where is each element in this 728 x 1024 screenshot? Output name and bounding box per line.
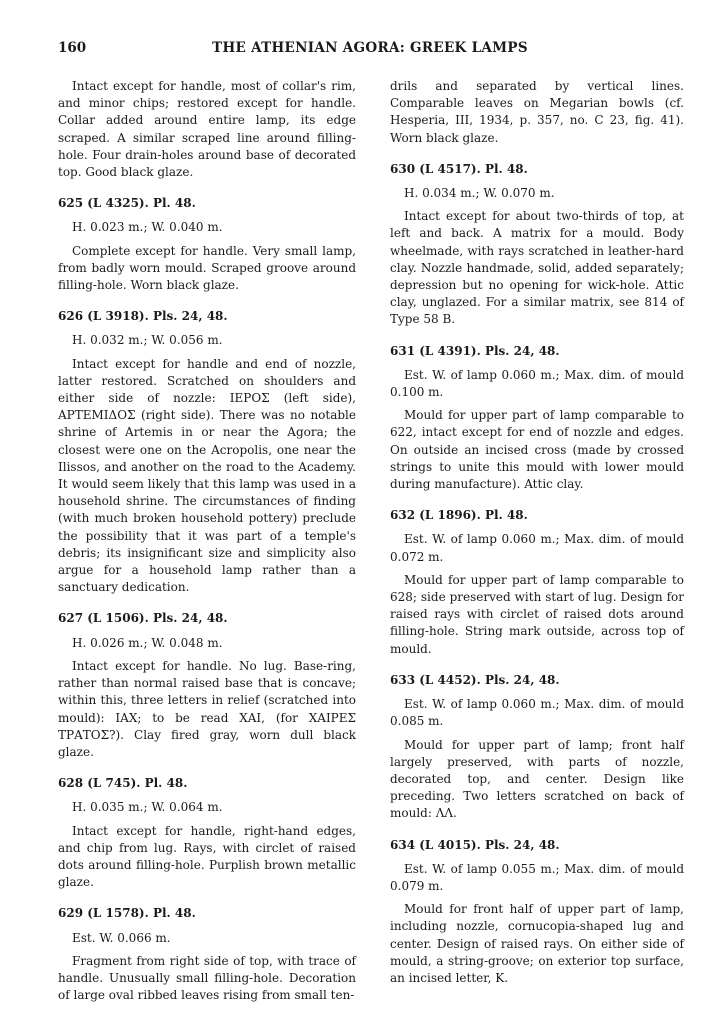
entry-heading: 633 (L 4452). Pls. 24, 48. bbox=[390, 672, 560, 687]
entry-heading: 634 (L 4015). Pls. 24, 48. bbox=[390, 837, 560, 852]
entry-heading: 631 (L 4391). Pls. 24, 48. bbox=[390, 343, 560, 358]
entry-heading: 627 (L 1506). Pls. 24, 48. bbox=[58, 611, 228, 626]
entry-description: Mould for upper part of lamp; front half largely preserved, with parts of nozzle, decorated top, and center. Design like preceding. Two letters scratched on back of mould: ΛΛ. bbox=[390, 737, 684, 821]
catalog-entry-634 bbox=[390, 837, 684, 988]
entry-dimensions: H. 0.034 m.; W. 0.070 m. bbox=[404, 186, 555, 201]
entry-heading: 629 (L 1578). Pl. 48. bbox=[58, 906, 196, 921]
catalog-entry-631 bbox=[390, 343, 684, 494]
catalog-entry-629 bbox=[58, 905, 356, 1004]
entry-description: Mould for upper part of lamp comparable to 628; side preserved with start of lug. Design for raised rays with circlet of raised dots around filling-hole. String mark outside, across top of mould. bbox=[390, 572, 684, 656]
entry-dimensions: Est. W. of lamp 0.060 m.; Max. dim. of mould 0.100 m. bbox=[390, 367, 684, 400]
entry-dimensions: H. 0.023 m.; W. 0.040 m. bbox=[72, 220, 223, 235]
entry-dimensions: Est. W. of lamp 0.060 m.; Max. dim. of mould 0.072 m. bbox=[390, 532, 684, 564]
page-number: 160 bbox=[58, 40, 87, 56]
entry-description: Intact except for handle, right-hand edges, and chip from lug. Rays, with circlet of raised dots around filling-hole. Purplish brown metallic glaze. bbox=[58, 823, 356, 890]
entry-description: Intact except for handle. No lug. Base-ring, rather than normal raised base that is concave; within this, three letters in relief (scratched into mould): ΙΑΧ; to be read ΧΑΙ, (for ΧΑΙΡΕΣ ΤΡΑΤΟΣ?). Clay fired gray, worn dull black glaze. bbox=[58, 658, 356, 759]
entry-description: Mould for upper part of lamp comparable to 622, intact except for end of nozzle and edges. On outside an incised cross (made by crossed strings to unite this mould with lower mould during manufacture). Attic clay. bbox=[390, 408, 684, 492]
entry-dimensions: H. 0.035 m.; W. 0.064 m. bbox=[72, 800, 223, 815]
catalog-entry-627 bbox=[58, 610, 356, 761]
catalog-entry-630 bbox=[390, 161, 684, 329]
entry-heading: 625 (L 4325). Pl. 48. bbox=[58, 196, 196, 211]
entry-heading: 628 (L 745). Pl. 48. bbox=[58, 776, 188, 791]
entry-heading: 630 (L 4517). Pl. 48. bbox=[390, 161, 528, 176]
entry-dimensions: Est. W. 0.066 m. bbox=[72, 930, 171, 945]
continuation-text: drils and separated by vertical lines. Comparable leaves on Megarian bowls (cf. Hesperia, III, 1934, p. 357, no. C 23, fig. 41). Worn black glaze. bbox=[390, 79, 684, 145]
catalog-entry-625 bbox=[58, 195, 356, 294]
catalog-entry-626 bbox=[58, 308, 356, 596]
page-header bbox=[58, 40, 682, 62]
catalog-entry-633 bbox=[390, 672, 684, 823]
entry-dimensions: Est. W. of lamp 0.055 m.; Max. dim. of mould 0.079 m. bbox=[390, 861, 684, 893]
catalog-entry-628 bbox=[58, 775, 356, 891]
continuation-text: Intact except for handle, most of collar's rim, and minor chips; restored except for handle. Collar added around entire lamp, its edge scraped. A similar scraped line around filling-hole. Four drain-holes around base of decorated top. Good black glaze. bbox=[58, 79, 356, 180]
entry-description: Complete except for handle. Very small lamp, from badly worn mould. Scraped groove around filling-hole. Worn black glaze. bbox=[58, 243, 356, 293]
entry-description: Intact except for handle and end of nozzle, latter restored. Scratched on shoulders and either side of nozzle: ΙΕΡΟΣ (left side), ΑΡΤΕΜΙΔΟΣ (right side). There was no notable shrine of Artemis in or near the Agora; the closest were one on the Acropolis, one near the Ilissos, and another on the road to the Academy. It would seem likely that this lamp was used in a household shrine. The circumstances of finding (with much broken household pottery) preclude the possibility that it was part of a temple's debris; its insignificant size and simplicity also argue for a household lamp rather than a sanctuary dedication. bbox=[58, 356, 356, 595]
entry-dimensions: H. 0.026 m.; W. 0.048 m. bbox=[72, 635, 223, 650]
running-title: THE ATHENIAN AGORA: GREEK LAMPS bbox=[212, 40, 528, 56]
right-column bbox=[390, 78, 684, 987]
entry-dimensions: Est. W. of lamp 0.060 m.; Max. dim. of mould 0.085 m. bbox=[390, 697, 684, 729]
catalog-entry-632 bbox=[390, 507, 684, 658]
entry-heading: 632 (L 1896). Pl. 48. bbox=[390, 508, 528, 523]
entry-description: Mould for front half of upper part of lamp, including nozzle, cornucopia-shaped lug and center. Design of raised rays. On either side of mould, a string-groove; on exterior top surface, an incised letter, Κ. bbox=[390, 902, 684, 985]
entry-dimensions: H. 0.032 m.; W. 0.056 m. bbox=[72, 333, 223, 348]
entry-heading: 626 (L 3918). Pls. 24, 48. bbox=[58, 309, 228, 324]
entry-description: Fragment from right side of top, with trace of handle. Unusually small filling-hole. Decoration of large oval ribbed leaves rising from small ten- bbox=[58, 953, 356, 1003]
entry-description: Intact except for about two-thirds of top, at left and back. A matrix for a mould. Body wheelmade, with rays scratched in leather-hard clay. Nozzle handmade, solid, added separately; depression but no opening for wick-hole. Attic clay, unglazed. For a similar matrix, see 814 of Type 58 B. bbox=[390, 209, 684, 327]
left-column bbox=[58, 78, 356, 1004]
